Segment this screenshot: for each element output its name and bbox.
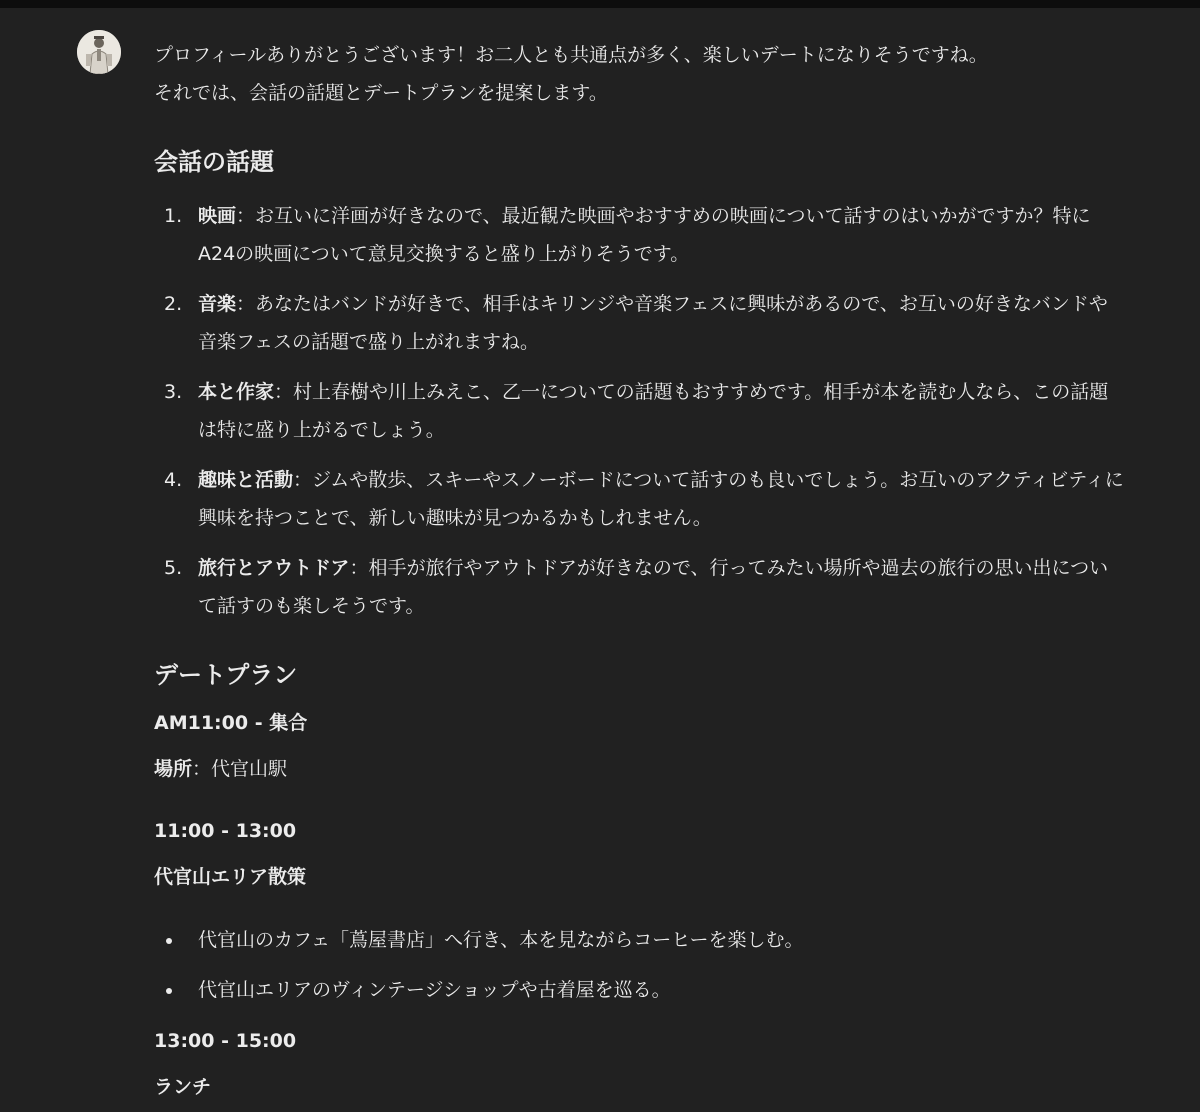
topics-heading: 会話の話題 [154,148,274,176]
topic-title: 映画 [198,205,237,227]
topic-text: ：お互いに洋画が好きなので、最近観た映画やおすすめの映画について話すのはいかがですか？特にA24の映画について意見交換すると盛り上がりそうです。 [198,205,1091,265]
plan-heading: デートプラン [154,661,298,689]
slot1-activities [154,921,1124,1009]
assistant-avatar [77,30,121,74]
list-item: 4. 趣味と活動：ジムや散歩、スキーやスノーボードについて話すのも良いでしょう。お互いのアクティビティに興味を持つことで、新しい趣味が見つかるかもしれません。 [164,469,1124,529]
topic-text: ：あなたはバンドが好きで、相手はキリンジや音楽フェスに興味があるので、お互いの好きなバンドや音楽フェスの話題で盛り上がれますね。 [198,293,1108,353]
list-item: 代官山エリアのヴィンテージショップや古着屋を巡る。 [154,971,1124,1009]
list-item: 5. 旅行とアウトドア：相手が旅行やアウトドアが好きなので、行ってみたい場所や過去の旅行の思い出について話すのも楽しそうです。 [164,557,1109,617]
intro-text: プロフィールありがとうございます！お二人とも共通点が多く、楽しいデートになりそうですね。 それでは、会話の話題とデートプランを提案します。 [154,44,988,104]
list-item: 2. 音楽：あなたはバンドが好きで、相手はキリンジや音楽フェスに興味があるので、お互いの好きなバンドや音楽フェスの話題で盛り上がれますね。 [164,293,1108,353]
meet-place: 場所：代官山駅 [154,758,288,780]
list-item: 3. 本と作家：村上春樹や川上みえこ、乙一についての話題もおすすめです。相手が本を読む人なら、この話題は特に盛り上がるでしょう。 [164,381,1109,441]
list-item: 代官山のカフェ「蔦屋書店」へ行き、本を見ながらコーヒーを楽しむ。 [154,921,1124,959]
slot2-time: 13:00 - 15:00 [154,1030,297,1052]
topic-text: ：相手が旅行やアウトドアが好きなので、行ってみたい場所や過去の旅行の思い出について話すのも楽しそうです。 [198,557,1109,617]
slot2-title: ランチ [154,1076,212,1098]
meet-title: AM11:00 - 集合 [154,712,308,734]
topic-title: 趣味と活動 [198,469,294,491]
slot1-time: 11:00 - 13:00 [154,820,297,842]
assistant-message [154,36,1124,1105]
topic-text: ：ジムや散歩、スキーやスノーボードについて話すのも良いでしょう。お互いのアクティビティに興味を持つことで、新しい趣味が見つかるかもしれません。 [198,469,1124,529]
topic-title: 音楽 [198,293,237,315]
topic-title: 旅行とアウトドア [198,557,350,579]
topic-text: ：村上春樹や川上みえこ、乙一についての話題もおすすめです。相手が本を読む人なら、この話題は特に盛り上がるでしょう。 [198,381,1109,441]
topics-list [154,197,1124,625]
list-item: 1. 映画：お互いに洋画が好きなので、最近観た映画やおすすめの映画について話すのはいかがですか？特にA24の映画について意見交換すると盛り上がりそうです。 [164,205,1091,265]
avatar-figure-icon [77,30,121,74]
topic-title: 本と作家 [198,381,275,403]
slot1-title: 代官山エリア散策 [154,866,307,888]
window-top-bar [0,0,1200,8]
